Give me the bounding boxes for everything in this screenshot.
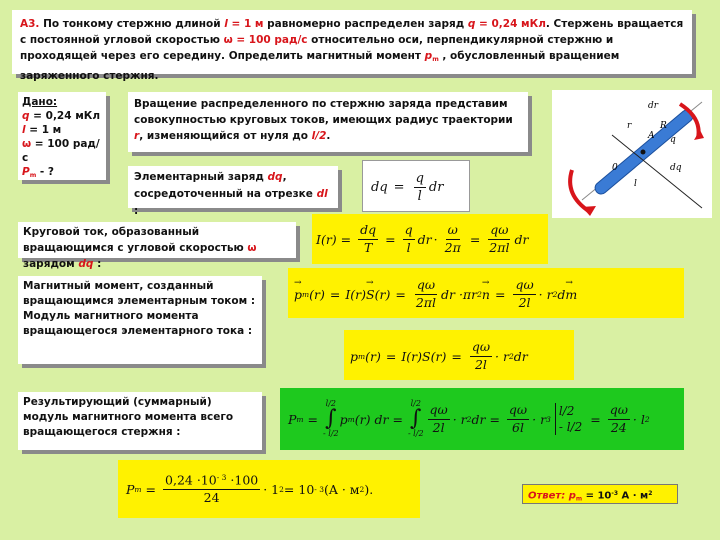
magnetic-moment-note: Магнитный момент, созданный вращающимся элементарным током : Модуль магнитного момента вращающегося элементарного тока : xyxy=(18,276,262,364)
rod-diagram xyxy=(552,90,712,218)
label-a: A xyxy=(648,131,655,141)
rod-diagram-svg xyxy=(552,90,712,218)
problem-number: А3. xyxy=(20,18,40,30)
scalar-moment-formula: p m (r) = I(r)S(r) = $\frac{q\omega}{2l}$ · r 2 dr xyxy=(344,330,574,380)
label-dq: dq xyxy=(670,163,682,173)
rotation-note: Вращение распределенного по стержню заряда представим совокупностью круговых токов, имеющих радиус траектории r, изменяющийся от нуля до l/2. xyxy=(128,92,528,152)
vector-moment-formula: → p m (r) = I(r) → S (r) = $\frac{q\omega}{2\pi l}$ dr ·πr 2 → n = $\frac{q\omega}{2l}$ · r 2 d → m xyxy=(288,268,684,318)
label-big-r: R xyxy=(660,121,667,131)
given-box xyxy=(18,92,106,180)
answer-label: Ответ: xyxy=(528,490,566,502)
total-moment-note: Результирующий (суммарный) модуль магнитного момента всего вращающегося стержня : xyxy=(18,392,262,450)
elementary-charge-formula: dq = $\frac{q}{l}$ dr xyxy=(362,160,470,212)
label-l: l xyxy=(634,179,637,189)
elementary-charge-note: Элементарный заряд dq, сосредоточенный на отрезке dl : xyxy=(128,166,338,208)
given-l: l = 1 м xyxy=(22,124,62,136)
answer-box: Ответ: $p_m = 10^{-3}$ $A \cdot м^2$ xyxy=(522,484,678,504)
label-zero: 0 xyxy=(612,163,618,173)
numeric-result-formula: P m = $\frac{0,24 \cdot 10^{- 3} \cdot 100}{24}$ · 1 2 = 10 - 3 (A · м 2 ). xyxy=(118,460,420,518)
label-q: q xyxy=(670,135,676,145)
given-title: Дано: xyxy=(22,96,58,108)
given-omega: ω = 100 рад/с xyxy=(22,138,100,164)
label-dr: dr xyxy=(648,101,659,111)
problem-statement: А3. По тонкому стержню длиной l = 1 м равномерно распределен заряд q = 0,24 мКл. Стержень вращается с постоянной угловой скоростью ω = 100 рад/с относительно оси, перпендикулярной стержню и проходящей через его середину. Определить магнитный момент $p_m$ , обусловленный вращением заряженного стержня. xyxy=(12,10,692,74)
label-r: r xyxy=(627,121,632,131)
given-find: $P_m$ - ? xyxy=(22,166,55,180)
circular-current-note: Круговой ток, образованный вращающимся с угловой скоростью ω зарядом dq : xyxy=(18,222,296,258)
total-moment-formula: P m = l/2 ∫ - l/2 p m (r) dr = l/2 ∫ - l/2 $\frac{q\omega}{2l}$ · r 2 dr = $\frac{q\omega}{6l}$ · r 3 l/2 - l/2 = $\frac{q\omega}{24}$ · l 2 xyxy=(280,388,684,450)
given-q: q = 0,24 мКл xyxy=(22,110,101,122)
circular-current-formula: I(r) = $\frac{dq}{T}$ = $\frac{q}{l}$ dr · $\frac{\omega}{2\pi}$ = $\frac{q\omega}{2\pi l}$ dr xyxy=(312,214,548,264)
